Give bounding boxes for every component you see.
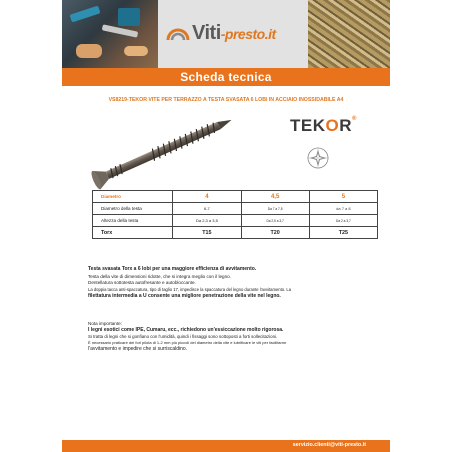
description-text bbox=[88, 274, 378, 299]
table-cell: T15 bbox=[173, 227, 241, 239]
table-header-row bbox=[93, 191, 378, 203]
manufacturer-logo: TEKOR® bbox=[290, 116, 357, 135]
table-cell: da 7 a 8 bbox=[309, 203, 377, 215]
table-row-torx bbox=[93, 227, 378, 239]
header-banner bbox=[62, 0, 390, 68]
notes-line: È necessario praticare dei fori pilota di 1-2 mm più piccoli del diametro della vite e lubrificare le viti per facilitarne bbox=[88, 339, 287, 345]
table-cell: Altezza della testa bbox=[93, 215, 173, 227]
table-cell: T25 bbox=[309, 227, 377, 239]
description-line: Testa della vite di dimensioni ridotte, che si integra meglio con il legno. bbox=[88, 274, 231, 279]
tools-photo bbox=[62, 0, 158, 68]
notes-section bbox=[88, 321, 378, 352]
description-line: La doppia tacca anti-spaccatura, tipo di taglio 17, impedisce la spaccatura del legno durante l'avvitamento. La bbox=[88, 286, 292, 292]
specs-table bbox=[92, 190, 378, 239]
brand-name: Viti-presto.it bbox=[192, 22, 276, 44]
footer-email-link[interactable]: servizio.clienti@viti-presto.it bbox=[292, 442, 366, 448]
description-line: Dentellatura sottotesta autofresante e autobloccante. bbox=[88, 280, 196, 286]
table-cell: 4,5 bbox=[241, 191, 309, 203]
table-cell: T20 bbox=[241, 227, 309, 239]
torx-head-icon bbox=[306, 146, 330, 170]
table-cell: Torx bbox=[93, 227, 173, 239]
product-title: VS8219-TEKOR VITE PER TERRAZZO A TESTA SVASATA 6 LOBI IN ACCIAIO INOSSIDABILE A4 bbox=[108, 97, 344, 103]
table-cell: Da 7 a 7,5 bbox=[241, 203, 309, 215]
description-line: filettatura intermedia a U consente una migliore penetrazione della vite nel legno. bbox=[88, 292, 281, 299]
table-cell: 4 bbox=[173, 191, 241, 203]
brand-logo[interactable] bbox=[166, 14, 306, 54]
screw-image bbox=[84, 110, 244, 190]
description-lead: Testa svasata Torx a 6 lobi per una maggiore efficienza di avvitamento. bbox=[88, 266, 257, 272]
table-row bbox=[93, 215, 378, 227]
screws-photo bbox=[308, 0, 390, 68]
table-cell: 6-7 bbox=[173, 203, 241, 215]
logo-arc-icon bbox=[166, 20, 190, 44]
table-cell: Da 2,3 a 3,5 bbox=[173, 215, 241, 227]
notes-line: I legni esotici come IPE, Cumaru, ecc., richiedono un'essiccazione molto rigorosa. bbox=[88, 327, 284, 334]
table-cell: Diametro della testa bbox=[93, 203, 173, 215]
section-title: Scheda tecnica bbox=[62, 68, 390, 86]
notes-line: l'avvitamento e impedire che si surriscaldino. bbox=[88, 346, 188, 353]
datasheet-page bbox=[62, 0, 390, 452]
table-cell: 5 bbox=[309, 191, 377, 203]
footer-bar bbox=[62, 440, 390, 452]
table-cell: Da 2,5 a 3,7 bbox=[241, 215, 309, 227]
table-cell: Diametro bbox=[93, 191, 173, 203]
table-row bbox=[93, 203, 378, 215]
notes-line: Si tratta di legni che si gonfiano con l'umidità, quindi i fissaggi sono sottoposti a forti sollecitazioni. bbox=[88, 333, 278, 339]
notes-title: Nota importante: bbox=[88, 321, 122, 326]
table-cell: Da 2 a 3,7 bbox=[309, 215, 377, 227]
